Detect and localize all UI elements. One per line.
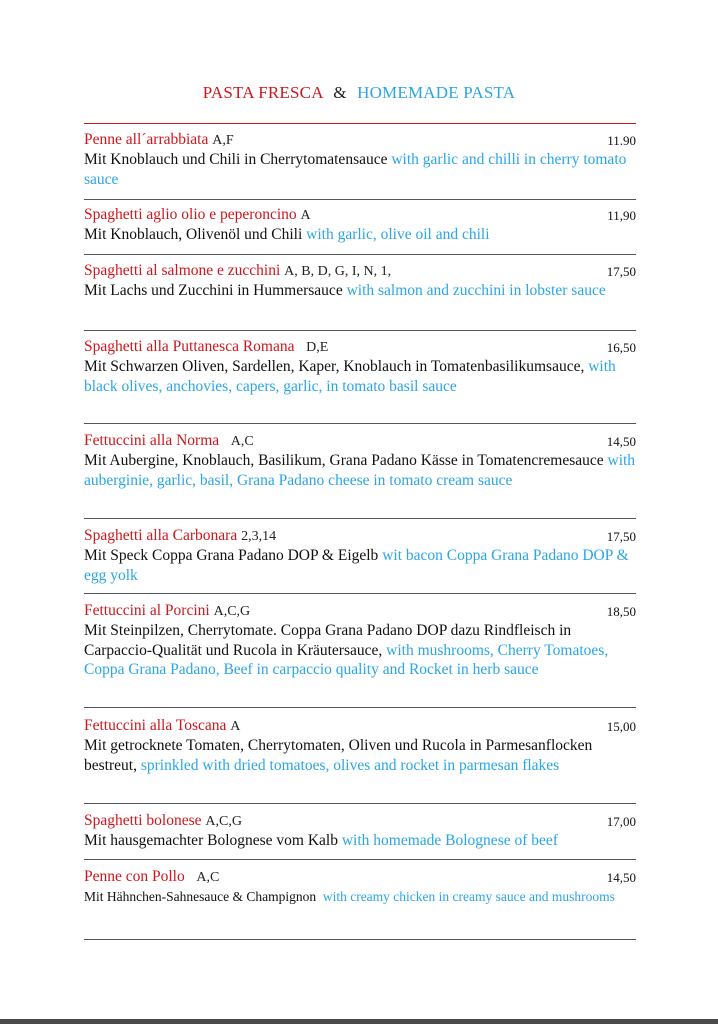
description-german: Mit hausgemachter Bolognese vom Kalb (84, 832, 338, 849)
description-german: Mit getrocknete Tomaten, Cherrytomaten, Oliven und Rucola in Parmesanflocken bestreut, (84, 737, 593, 774)
menu-item (84, 337, 636, 396)
dish-name: Spaghetti bolonese (84, 812, 202, 829)
menu-item (84, 716, 636, 775)
dish-price: 11,90 (607, 208, 636, 223)
dish-name: Penne con Pollo (84, 868, 185, 885)
allergen-codes: D,E (306, 340, 329, 355)
dish-name: Fettuccini al Porcini (84, 602, 210, 619)
dish-description (84, 621, 636, 680)
description-german: Mit Hähnchen-Sahnesauce & Champignon (84, 889, 317, 904)
dish-name: Spaghetti aglio olio e peperoncino (84, 206, 297, 223)
menu-item (84, 867, 636, 906)
page-title (0, 83, 718, 103)
item-divider (84, 199, 636, 200)
allergen-codes: 2,3,14 (241, 529, 277, 544)
description-english: with homemade Bolognese of beef (341, 832, 558, 849)
title-divider (84, 123, 636, 124)
dish-price: 14,50 (606, 870, 636, 885)
dish-price: 17,50 (606, 264, 636, 279)
item-divider (84, 423, 636, 424)
item-divider (84, 330, 636, 331)
dish-name: Fettuccini alla Toscana (84, 717, 227, 734)
menu-item (84, 205, 636, 245)
dish-description (84, 887, 636, 906)
dish-price: 11.90 (607, 133, 636, 148)
dish-name: Spaghetti alla Carbonara (84, 527, 238, 544)
dish-description (84, 451, 636, 490)
dish-price: 14,50 (606, 434, 636, 449)
description-german: Mit Knoblauch, Olivenöl und Chili (84, 226, 303, 243)
allergen-codes: A,C,G (213, 604, 251, 619)
description-english: with black olives, anchovies, capers, garlic, in tomato basil sauce (84, 358, 616, 395)
item-divider (84, 859, 636, 860)
description-english: with auberginie, garlic, basil, Grana Padano cheese in tomato cream sauce (84, 452, 636, 489)
menu-item (84, 261, 636, 301)
allergen-codes: A (300, 208, 311, 223)
allergen-codes: A, B, D, G, I, N, 1, (284, 264, 392, 279)
dish-price: 17,50 (606, 529, 636, 544)
menu-item (84, 130, 636, 189)
allergen-codes: A,F (212, 133, 234, 148)
dish-name: Fettuccini alla Norma (84, 432, 220, 449)
dish-description (84, 546, 636, 585)
description-english: with garlic and chilli in cherry tomato sauce (84, 151, 627, 188)
allergen-codes: A (230, 719, 241, 734)
description-german: Mit Steinpilzen, Cherrytomate. Coppa Grana Padano DOP dazu Rindfleisch in Carpaccio-Qualität und Rucola in Kräutersauce, (84, 622, 572, 659)
description-english: with mushrooms, Cherry Tomatoes, Coppa Grana Padano, Beef in carpaccio quality and Rocket in herb sauce (84, 641, 609, 679)
dish-price: 18,50 (606, 604, 636, 619)
item-divider (84, 593, 636, 594)
item-divider (84, 939, 636, 940)
description-german: Mit Speck Coppa Grana Padano DOP & Eigelb (84, 547, 379, 564)
allergen-codes: A,C,G (205, 814, 242, 829)
dish-description (84, 281, 636, 301)
dish-description (84, 831, 636, 851)
title-ampersand: & (333, 83, 347, 102)
menu-item (84, 601, 636, 680)
allergen-codes: A,C (230, 434, 254, 449)
bottom-bar (0, 1019, 718, 1024)
title-italian: PASTA FRESCA (202, 83, 323, 102)
description-english: sprinkled with dried tomatoes, olives and rocket in parmesan flakes (140, 756, 560, 774)
dish-price: 16,50 (606, 340, 636, 355)
dish-description (84, 736, 636, 775)
item-divider (84, 518, 636, 519)
title-english: HOMEMADE PASTA (357, 83, 516, 102)
description-english: with salmon and zucchini in lobster sauce (346, 282, 606, 299)
dish-description (84, 357, 636, 396)
description-english: with creamy chicken in creamy sauce and mushrooms (322, 889, 615, 904)
description-german: Mit Schwarzen Oliven, Sardellen, Kaper, Knoblauch in Tomatenbasilikumsauce, (84, 358, 585, 375)
description-german: Mit Knoblauch und Chili in Cherrytomatensauce (84, 151, 388, 168)
description-german: Mit Lachs und Zucchini in Hummersauce (84, 282, 343, 299)
menu-item (84, 811, 636, 851)
dish-description (84, 225, 636, 245)
menu-item (84, 526, 636, 585)
description-german: Mit Aubergine, Knoblauch, Basilikum, Grana Padano Kässe in Tomatencremesauce (84, 452, 604, 469)
dish-price: 17,00 (606, 814, 636, 829)
dish-name: Spaghetti alla Puttanesca Romana (84, 338, 295, 355)
dish-price: 15,00 (606, 719, 636, 734)
dish-description (84, 150, 636, 189)
description-english: wit bacon Coppa Grana Padano DOP & egg yolk (84, 547, 629, 584)
dish-name: Penne all´arrabbiata (84, 131, 209, 148)
menu-item (84, 431, 636, 490)
dish-name: Spaghetti al salmone e zucchini (84, 262, 281, 279)
item-divider (84, 254, 636, 255)
description-english: with garlic, olive oil and chili (306, 226, 490, 243)
item-divider (84, 707, 636, 708)
allergen-codes: A,C (196, 870, 220, 885)
item-divider (84, 803, 636, 804)
